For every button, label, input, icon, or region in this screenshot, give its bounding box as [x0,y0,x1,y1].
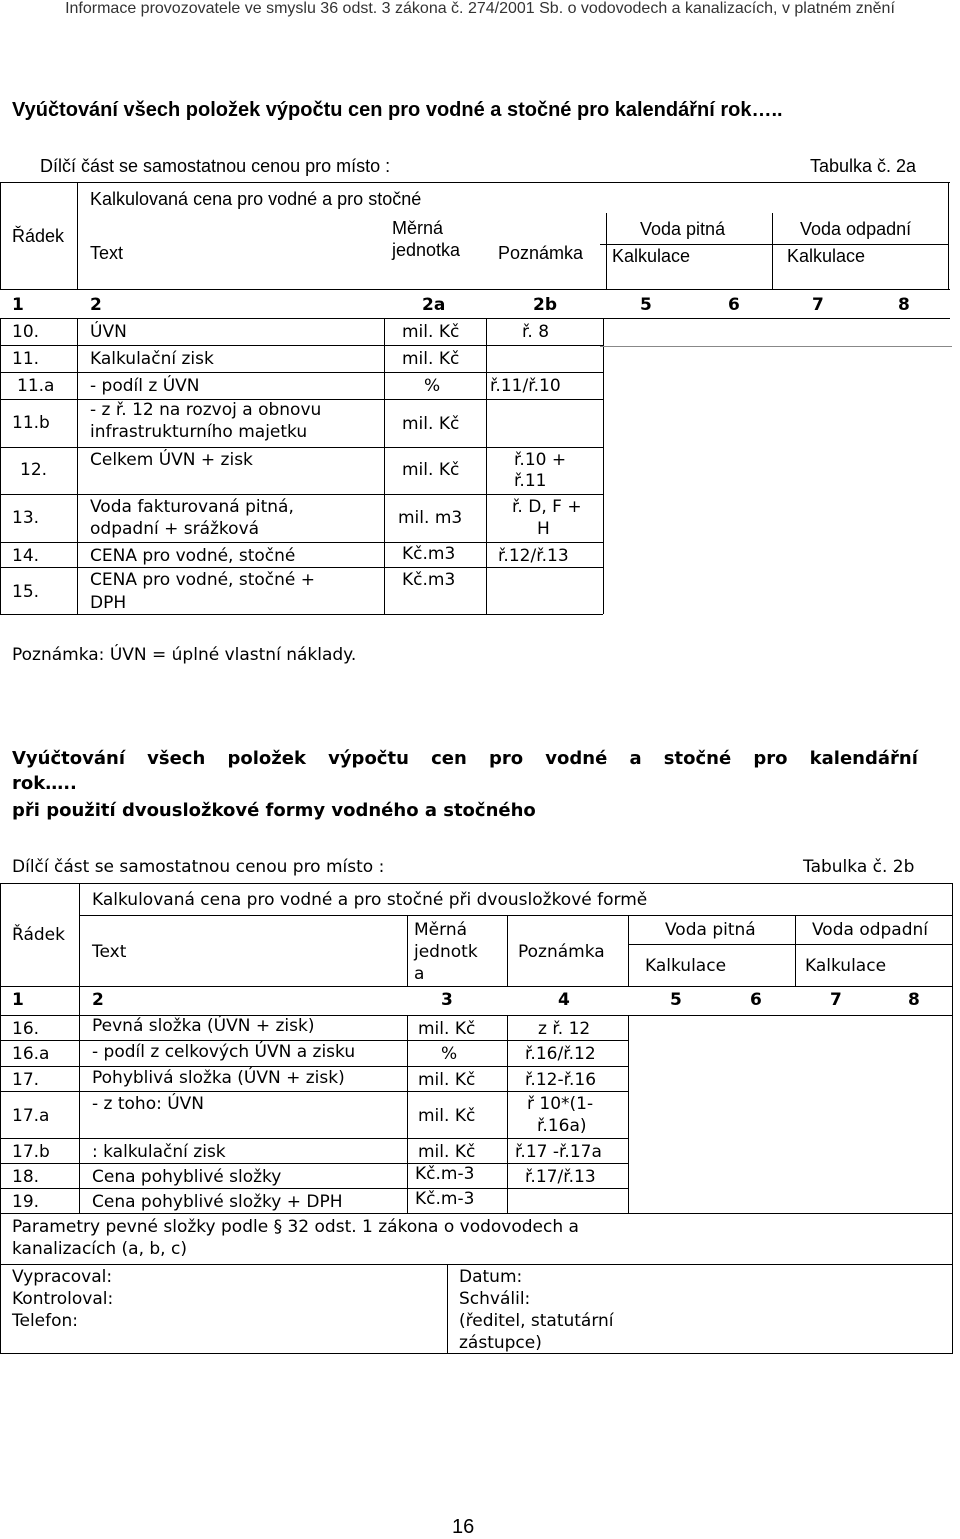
row-number: 17.b [12,1142,50,1162]
params-line: kanalizacích (a, b, c) [12,1239,187,1259]
sign-label: Telefon: [12,1311,79,1331]
row-header-radek: Řádek [12,226,65,246]
col-number: 3 [441,990,453,1010]
table-group-title: Kalkulovaná cena pro vodné a pro stočné [90,189,422,209]
section1-subtitle: Dílčí část se samostatnou cenou pro místo : [40,156,391,176]
row-note: ř.12-ř.16 [525,1070,597,1090]
title-word: Vyúčtování [12,748,125,769]
col-header-waste: Voda odpadní [800,219,912,239]
page-number: 16 [452,1516,475,1538]
row-number: 17. [12,1070,40,1090]
col-number: 1 [12,990,24,1010]
col-header-water: Voda pitná [665,920,756,940]
title-word: výpočtu [328,748,409,769]
row-text: infrastrukturního majetku [90,422,308,442]
row-number: 11.a [17,376,55,396]
col-header-unit-2: jednotk [414,942,478,962]
col-header-unit-1: Měrná [414,920,468,940]
row-text: Cena pohyblivé složky [92,1167,282,1187]
col-header-waste: Voda odpadní [812,920,929,940]
row-unit: mil. Kč [418,1019,476,1039]
sign-label: Vypracoval: [12,1267,113,1287]
row-unit: % [424,376,441,396]
col-header-note: Poznámka [498,243,584,263]
title-word: položek [227,748,306,769]
section2-title-line2: rok….. [12,773,77,794]
row-number: 19. [12,1192,40,1212]
row-unit: mil. Kč [402,460,460,480]
row-number: 15. [12,582,40,602]
row-note: ř.12/ř.13 [498,546,569,566]
row-number: 13. [12,508,40,528]
row-note: ř.11/ř.10 [490,376,561,396]
row-note: H [537,519,550,539]
col-number: 4 [558,990,570,1010]
sign-label: zástupce) [459,1333,542,1353]
title-word: kalendářní [809,748,918,769]
row-note: ř.11 [514,471,547,491]
row-note: ř.17 -ř.17a [515,1142,602,1162]
row-note: ř. 8 [522,322,550,342]
col-header-text: Text [90,243,124,263]
row-unit: mil. Kč [402,322,460,342]
title-word: pro [488,748,524,769]
row-note: ř.10 + [514,450,567,470]
table-2b-label: Tabulka č. 2b [803,857,915,877]
row-text: CENA pro vodné, stočné + [90,570,316,590]
row-text: Celkem ÚVN + zisk [90,450,253,470]
row-text: DPH [90,593,127,613]
row-text: - podíl z celkových ÚVN a zisku [92,1042,356,1062]
col-header-calc-water: Kalkulace [645,956,727,976]
title-word: stočné [663,748,732,769]
row-number: 16.a [12,1044,50,1064]
section2-title-line1 [12,748,918,769]
row-text: Pevná složka (ÚVN + zisk) [92,1016,315,1036]
row-number: 11. [12,349,40,369]
row-text: odpadní + srážková [90,519,260,539]
col-header-water: Voda pitná [640,219,726,239]
col-header-note: Poznámka [518,942,605,962]
row-number: 18. [12,1167,40,1187]
row-text: - podíl z ÚVN [90,376,200,396]
title-word: všech [147,748,206,769]
sign-label: Schválil: [459,1289,531,1309]
row-text: - z toho: ÚVN [92,1094,205,1114]
col-number: 2 [92,990,104,1010]
row-header-radek: Řádek [12,925,65,945]
col-number: 2 [90,295,102,315]
col-header-unit-2: jednotka [392,240,461,260]
col-number: 6 [750,990,762,1010]
row-number: 17.a [12,1106,50,1126]
row-unit: % [441,1044,458,1064]
col-number: 5 [670,990,682,1010]
row-text: CENA pro vodné, stočné [90,546,296,566]
params-line: Parametry pevné složky podle § 32 odst. 1 zákona o vodovodech a [12,1217,579,1237]
row-note: ř.16/ř.12 [525,1044,596,1064]
col-number: 1 [12,295,24,315]
row-note: ř 10*(1- [527,1094,594,1114]
col-number: 2b [533,295,557,315]
row-unit: mil. m3 [398,508,463,528]
title-word: vodné [545,748,608,769]
col-number: 8 [908,990,920,1010]
row-unit: mil. Kč [402,349,460,369]
row-text: Voda fakturovaná pitná, [90,497,294,517]
row-note: ř.16a) [537,1116,587,1136]
section1-footnote: Poznámka: ÚVN = úplné vlastní náklady. [12,645,357,665]
col-header-text: Text [92,942,127,962]
table-group-title: Kalkulovaná cena pro vodné a pro stočné při dvousložkové formě [92,890,648,910]
col-number: 8 [898,295,910,315]
row-text: Cena pohyblivé složky + DPH [92,1192,343,1212]
row-unit: mil. Kč [402,414,460,434]
col-header-calc-water: Kalkulace [612,246,691,266]
row-unit: Kč.m3 [402,570,456,590]
row-unit: mil. Kč [418,1142,476,1162]
title-word: a [629,748,642,769]
row-number: 14. [12,546,40,566]
row-unit: mil. Kč [418,1070,476,1090]
col-number: 5 [640,295,652,315]
col-header-calc-waste: Kalkulace [805,956,887,976]
title-word: pro [753,748,788,769]
col-header-calc-waste: Kalkulace [787,246,866,266]
row-unit: mil. Kč [418,1106,476,1126]
col-header-unit-3: a [414,964,425,984]
row-text: : kalkulační zisk [92,1142,226,1162]
page-header: Informace provozovatele ve smyslu 36 odst. 3 zákona č. 274/2001 Sb. o vodovodech a kanalizacích, v platném znění [65,0,895,17]
row-number: 11.b [12,413,50,433]
row-unit: Kč.m-3 [415,1189,475,1209]
col-number: 6 [728,295,740,315]
sign-label: Kontroloval: [12,1289,114,1309]
row-note: z ř. 12 [538,1019,591,1039]
col-number: 2a [422,295,446,315]
col-number: 7 [812,295,824,315]
table-2a-label: Tabulka č. 2a [810,156,917,176]
row-note: ř. D, F + [512,497,582,517]
row-unit: Kč.m3 [402,544,456,564]
row-number: 12. [20,460,48,480]
section1-title: Vyúčtování všech položek výpočtu cen pro vodné a stočné pro kalendářní rok….. [12,99,783,121]
section2-title-line3: při použití dvousložkové formy vodného a stočného [12,800,536,821]
row-text: Kalkulační zisk [90,349,214,369]
col-number: 7 [830,990,842,1010]
row-text: - z ř. 12 na rozvoj a obnovu [90,400,322,420]
sign-label: (ředitel, statutární [459,1311,614,1331]
row-number: 10. [12,322,40,342]
row-note: ř.17/ř.13 [525,1167,596,1187]
sign-label: Datum: [459,1267,523,1287]
section2-subtitle: Dílčí část se samostatnou cenou pro místo : [12,857,385,877]
row-text: ÚVN [90,322,127,342]
col-header-unit-1: Měrná [392,218,444,238]
row-unit: Kč.m-3 [415,1164,475,1184]
row-text: Pohyblivá složka (ÚVN + zisk) [92,1068,345,1088]
row-number: 16. [12,1019,40,1039]
title-word: cen [431,748,467,769]
